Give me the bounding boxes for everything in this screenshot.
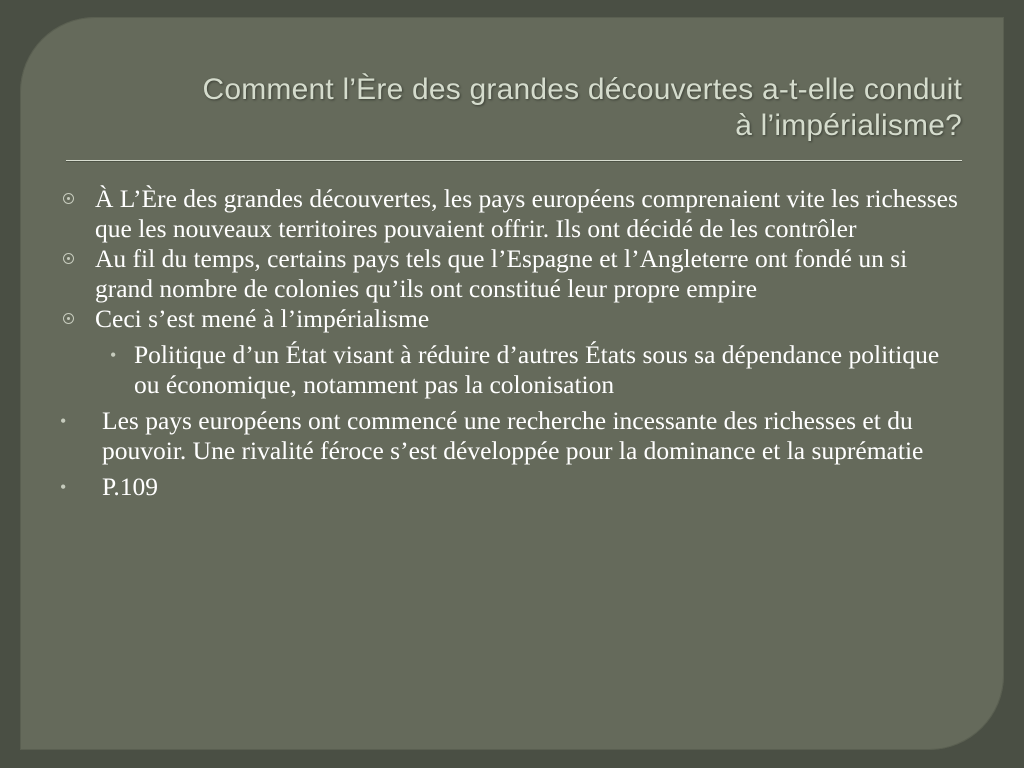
bullet-item <box>60 244 960 304</box>
bullet-text: Au fil du temps, certains pays tels que l’Espagne et l’Angleterre ont fondé un si grand nombre de colonies qu’ils ont constitué leur propre empire <box>95 244 908 303</box>
dot-bullet-icon: • <box>110 345 117 365</box>
circle-bullet-icon <box>63 313 74 324</box>
dot-bullet-item <box>60 472 960 502</box>
dot-bullet-icon: • <box>60 411 67 431</box>
slide-title-line1: Comment l’Ère des grandes découvertes a-t-elle conduit <box>202 73 962 106</box>
circle-bullet-icon <box>63 253 74 264</box>
circle-bullet-icon <box>63 193 74 204</box>
sub-bullet-text: Politique d’un État visant à réduire d’autres États sous sa dépendance politique ou économique, notamment pas la colonisation <box>134 340 940 399</box>
dot-bullet-text: Les pays européens ont commencé une recherche incessante des richesses et du pouvoir. Une rivalité féroce s’est développée pour la dominance et la suprématie <box>102 406 924 465</box>
title-divider <box>66 160 962 161</box>
slide-body <box>60 184 960 502</box>
bullet-text: Ceci s’est mené à l’impérialisme <box>95 304 430 333</box>
slide-title <box>60 72 962 144</box>
slide-title-line2: à l’impérialisme? <box>735 109 962 142</box>
dot-bullet-item <box>60 406 960 466</box>
bullet-item <box>60 304 960 334</box>
page-reference: P.109 <box>102 472 158 501</box>
dot-bullet-icon: • <box>60 477 67 497</box>
bullet-item <box>60 184 960 244</box>
bullet-text: À L’Ère des grandes découvertes, les pays européens comprenaient vite les richesses que les nouveaux territoires pouvaient offrir. Ils ont décidé de les contrôler <box>95 184 958 243</box>
sub-bullet-item <box>60 340 960 400</box>
